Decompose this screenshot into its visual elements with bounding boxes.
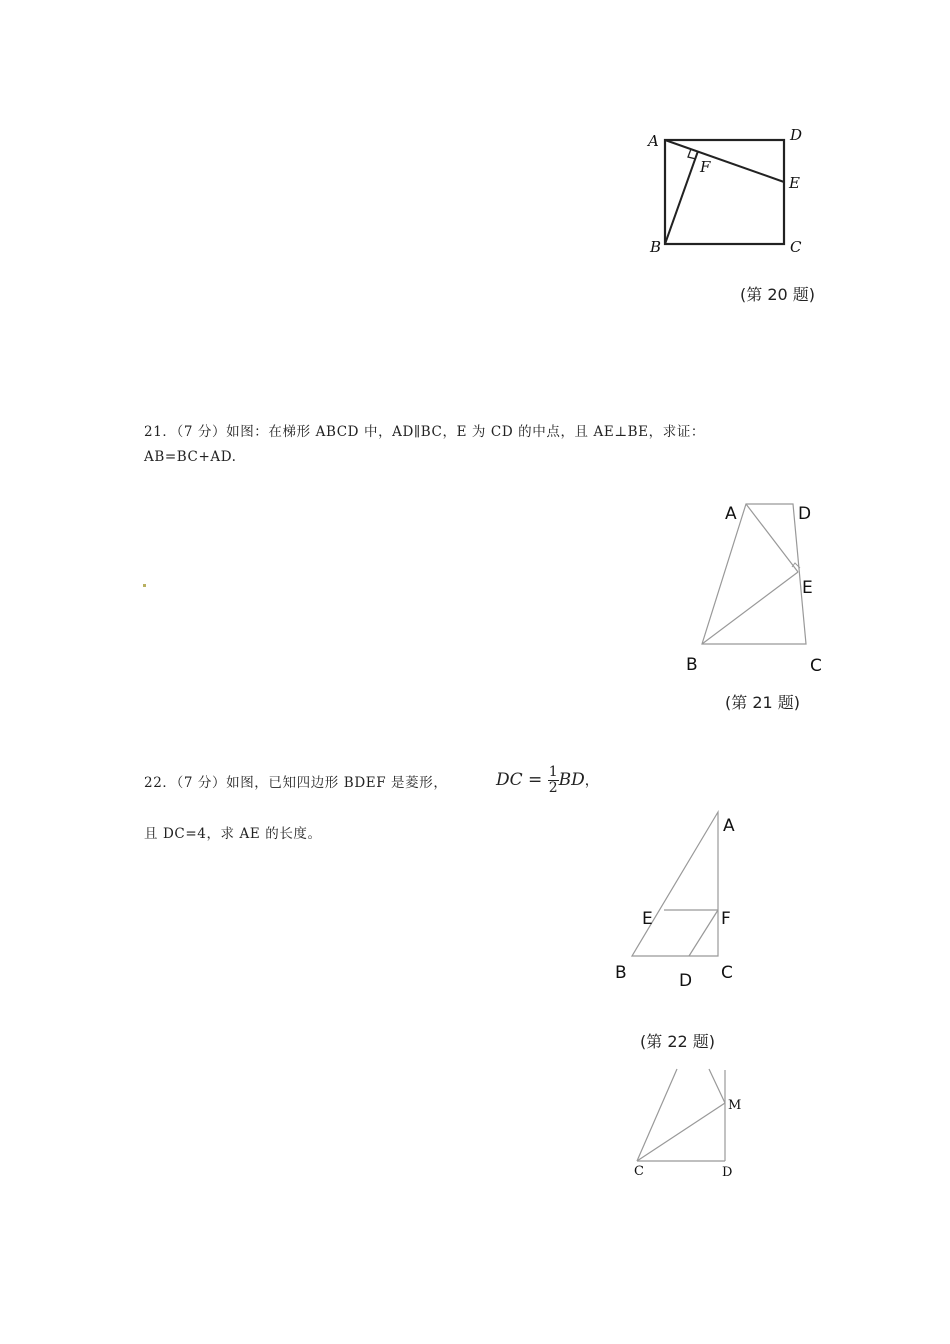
segment-be	[702, 572, 798, 644]
caption-q20: (第 20 题)	[740, 285, 816, 304]
label-c: C	[721, 963, 733, 983]
label-b: B	[686, 655, 698, 675]
label-m: M	[728, 1098, 742, 1113]
fraction-denominator: 2	[548, 780, 558, 796]
figure-q21	[680, 495, 840, 685]
label-d: D	[722, 1165, 733, 1180]
label-d: D	[798, 504, 812, 524]
segment-df	[689, 910, 718, 956]
trapezoid-abcd	[702, 504, 806, 644]
formula-left: DC =	[496, 770, 543, 790]
label-e: E	[802, 578, 813, 598]
segment-bf	[665, 151, 698, 244]
label-f: F	[700, 158, 711, 176]
question-22-line-1: 22．（7 分）如图，已知四边形 BDEF 是菱形，	[144, 775, 448, 791]
label-d: D	[790, 126, 803, 144]
fraction-one-half	[548, 765, 559, 796]
formula-tail: ，	[584, 773, 599, 789]
question-22-line-2: 且 DC=4，求 AE 的长度。	[144, 826, 322, 842]
segment-ae	[665, 140, 784, 182]
caption-q21: (第 21 题)	[725, 693, 801, 712]
question-21-line-1: 21．（7 分）如图：在梯形 ABCD 中，AD∥BC，E 为 CD 的中点，且 AE⊥BE，求证：	[144, 424, 706, 440]
label-d: D	[679, 971, 693, 991]
triangle-abc	[632, 812, 718, 956]
figure-q20	[630, 120, 830, 265]
label-e: E	[642, 909, 653, 929]
figure-extra	[625, 1065, 755, 1185]
formula-right: BD	[558, 770, 585, 790]
figure-q22	[605, 800, 765, 1000]
label-c: C	[810, 656, 822, 676]
label-e: E	[789, 174, 800, 192]
label-c: C	[634, 1164, 644, 1179]
label-c: C	[790, 238, 802, 256]
label-f: F	[721, 909, 731, 929]
label-b: B	[615, 963, 627, 983]
segment-ae	[746, 504, 798, 572]
question-21-line-2: AB=BC+AD.	[144, 449, 237, 465]
label-b: B	[650, 238, 662, 256]
caption-q22: (第 22 题)	[640, 1032, 716, 1051]
formula-dc-half-bd	[496, 765, 599, 796]
stray-dot	[143, 584, 146, 587]
label-a: A	[648, 132, 659, 150]
label-a: A	[725, 504, 737, 524]
fraction-numerator: 1	[548, 764, 558, 780]
segment-m-up	[709, 1069, 725, 1103]
label-a: A	[723, 816, 735, 836]
